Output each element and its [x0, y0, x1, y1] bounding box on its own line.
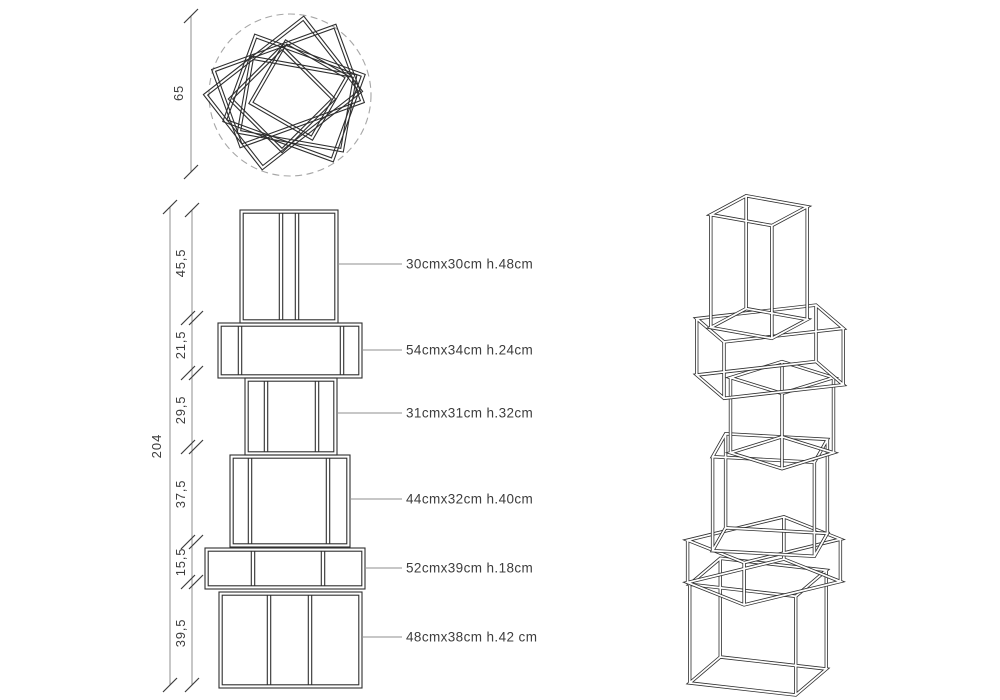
elevation-callouts	[338, 257, 537, 645]
plan-boundary-circle	[209, 14, 371, 176]
elevation-view	[149, 200, 537, 692]
elevation-box-1	[240, 210, 338, 323]
callout-label-2: 54cmx34cm h.24cm	[406, 342, 534, 358]
callout-label-6: 48cmx38cm h.42 cm	[406, 629, 538, 645]
callout-label-3: 31cmx31cm h.32cm	[406, 405, 534, 421]
segment-label-2: 21,5	[173, 330, 188, 360]
elevation-box-2	[218, 323, 362, 378]
iso-box-2	[697, 305, 844, 398]
segment-label-3: 29,5	[173, 395, 188, 425]
elevation-boxes-group	[205, 210, 365, 688]
elevation-box-5	[205, 548, 365, 589]
segment-label-1: 45,5	[173, 248, 188, 278]
plan-diameter-label: 65	[171, 84, 186, 102]
iso-box-6	[690, 558, 827, 695]
segment-label-4: 37,5	[173, 479, 188, 509]
elevation-segment-dimension	[173, 203, 203, 692]
plan-view	[171, 9, 371, 179]
segment-label-5: 15,5	[173, 547, 188, 577]
elevation-box-4	[230, 455, 350, 547]
callout-label-4: 44cmx32cm h.40cm	[406, 491, 534, 507]
callout-label-1: 30cmx30cm h.48cm	[406, 256, 534, 272]
axonometric-view	[688, 196, 844, 695]
elevation-box-3	[245, 378, 337, 455]
total-height-label: 204	[149, 433, 164, 459]
segment-label-6: 39,5	[173, 618, 188, 648]
elevation-box-6	[219, 592, 362, 688]
callout-label-5: 52cmx39cm h.18cm	[406, 560, 534, 576]
plan-diameter-dimension	[171, 9, 198, 179]
